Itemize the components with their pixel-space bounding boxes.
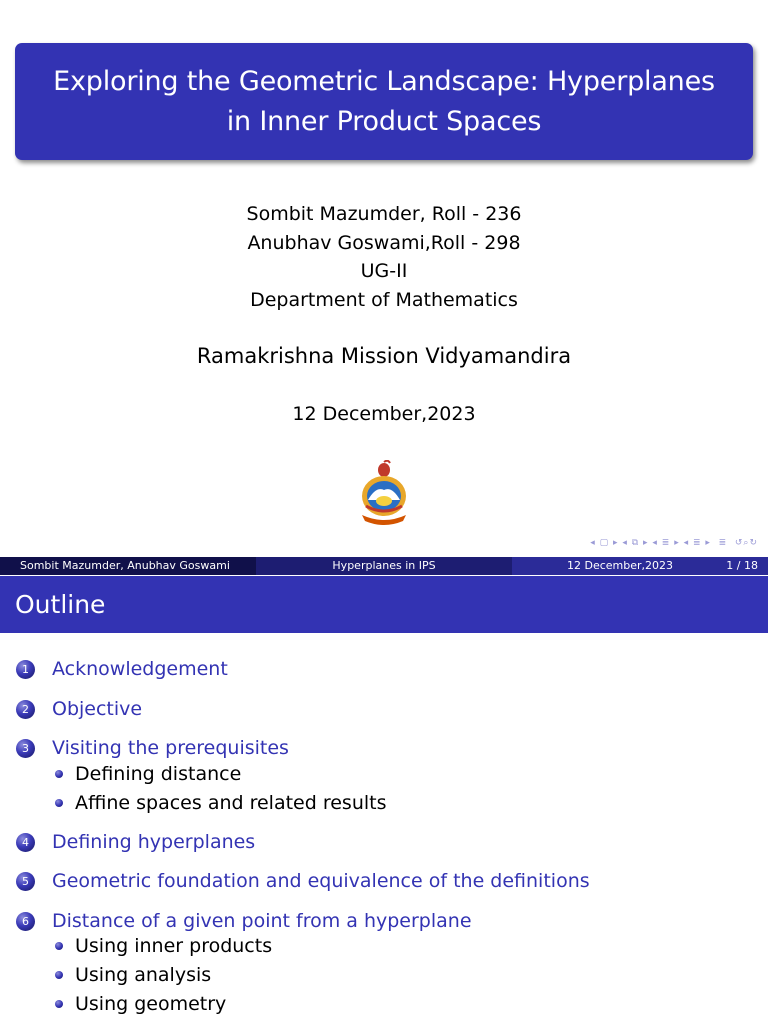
frame-title: Outline (0, 576, 768, 633)
footline (0, 557, 768, 575)
toc-subsection[interactable] (0, 991, 768, 1020)
toc-subsection-label[interactable]: Defining distance (75, 762, 242, 785)
footer-date: 12 December,2023 (567, 559, 674, 572)
author-line-3: UG-II (360, 260, 408, 282)
toc-section[interactable] (0, 652, 768, 692)
toc-subsection-label[interactable]: Using analysis (75, 964, 212, 986)
author-block (0, 200, 768, 314)
bullet-icon (55, 942, 63, 950)
footer-page-number: 1 / 18 (726, 559, 758, 572)
toc-section[interactable] (0, 825, 768, 865)
bullet-icon (55, 770, 63, 778)
table-of-contents (0, 652, 768, 1020)
author-line-1: Sombit Mazumder, Roll - 236 (246, 203, 522, 225)
author-line-2: Anubhav Goswami,Roll - 298 (247, 231, 521, 254)
presentation-title: Exploring the Geometric Landscape: Hyperplanes in Inner Product Spaces (53, 65, 715, 137)
toc-section-label[interactable]: Distance of a given point from a hyperplane (52, 909, 472, 932)
presentation-date: 12 December,2023 (292, 403, 476, 425)
bullet-icon (55, 971, 63, 979)
toc-section[interactable] (0, 692, 768, 732)
toc-subsection-label[interactable]: Using inner products (75, 935, 273, 957)
toc-section-label[interactable]: Visiting the prerequisites (52, 737, 289, 759)
toc-subsection-label[interactable]: Using geometry (75, 993, 227, 1015)
toc-section-label[interactable]: Geometric foundation and equivalence of the definitions (52, 870, 590, 892)
section-number-ball-icon: 3 (16, 739, 35, 758)
toc-subsection[interactable] (0, 761, 768, 790)
toc-section[interactable] (0, 864, 768, 904)
section-number-ball-icon: 6 (16, 912, 35, 931)
section-number-ball-icon: 2 (16, 700, 35, 719)
toc-subsection[interactable] (0, 933, 768, 962)
footer-short-title: Hyperplanes in IPS (256, 557, 512, 575)
institute: Ramakrishna Mission Vidyamandira (196, 344, 572, 368)
section-number-ball-icon: 1 (16, 660, 35, 679)
toc-subsection[interactable] (0, 790, 768, 819)
section-number-ball-icon: 4 (16, 833, 35, 852)
bullet-icon (55, 799, 63, 807)
footer-authors: Sombit Mazumder, Anubhav Goswami (0, 557, 256, 575)
title-box (15, 43, 753, 160)
footer-date-page (512, 557, 768, 575)
section-number-ball-icon: 5 (16, 872, 35, 891)
toc-subsection[interactable] (0, 962, 768, 991)
institution-seal-icon (356, 460, 412, 528)
author-line-4: Department of Mathematics (250, 288, 518, 311)
toc-section-label[interactable]: Defining hyperplanes (52, 830, 256, 853)
toc-subsection-label[interactable]: Affine spaces and related results (75, 791, 387, 814)
beamer-navigation-icons[interactable]: ◂ ▢ ▸ ◂ ⧉ ▸ ◂ ≣ ▸ ◂ ≣ ▸ ≣ ↺⌕↻ (590, 538, 758, 548)
bullet-icon (55, 1000, 63, 1008)
toc-section-label[interactable]: Acknowledgement (52, 658, 228, 680)
toc-section-label[interactable]: Objective (52, 697, 143, 720)
